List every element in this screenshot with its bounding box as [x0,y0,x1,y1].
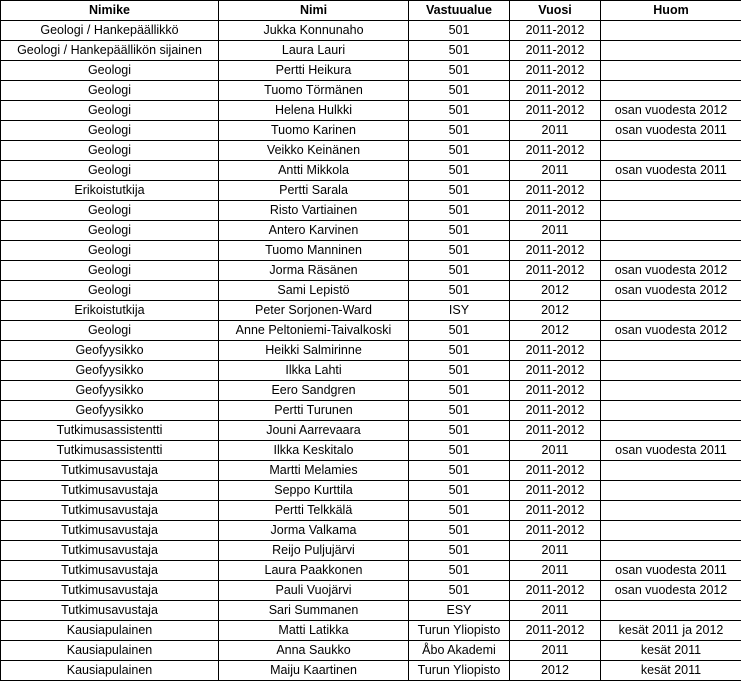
cell-vastuualue: Åbo Akademi [409,641,510,661]
cell-huom [601,301,741,321]
cell-vuosi: 2011-2012 [510,21,601,41]
cell-nimi: Seppo Kurttila [219,481,409,501]
cell-nimi: Antti Mikkola [219,161,409,181]
cell-vastuualue: 501 [409,441,510,461]
cell-nimi: Heikki Salmirinne [219,341,409,361]
table-row [1,661,741,681]
table-row [1,41,741,61]
column-header-vuosi: Vuosi [510,1,601,21]
table-row [1,181,741,201]
table-row [1,241,741,261]
cell-vastuualue: 501 [409,361,510,381]
cell-nimike: Geologi [1,141,219,161]
cell-nimi: Antero Karvinen [219,221,409,241]
cell-vastuualue: 501 [409,321,510,341]
cell-nimike: Kausiapulainen [1,661,219,681]
cell-vuosi: 2011 [510,121,601,141]
cell-huom [601,201,741,221]
cell-vuosi: 2011-2012 [510,341,601,361]
cell-huom [601,421,741,441]
cell-vastuualue: ISY [409,301,510,321]
cell-vuosi: 2011-2012 [510,41,601,61]
table-row [1,501,741,521]
table-body [1,21,741,681]
cell-huom [601,461,741,481]
header-row [1,1,741,21]
cell-nimi: Eero Sandgren [219,381,409,401]
cell-nimi: Pertti Telkkälä [219,501,409,521]
cell-vuosi: 2012 [510,301,601,321]
cell-vuosi: 2011 [510,221,601,241]
cell-vuosi: 2011-2012 [510,501,601,521]
cell-vastuualue: 501 [409,421,510,441]
cell-huom [601,541,741,561]
cell-huom [601,381,741,401]
cell-vuosi: 2011-2012 [510,421,601,441]
cell-huom [601,341,741,361]
cell-nimi: Tuomo Karinen [219,121,409,141]
cell-huom [601,481,741,501]
cell-nimike: Geologi [1,321,219,341]
cell-vuosi: 2011 [510,641,601,661]
cell-nimi: Ilkka Keskitalo [219,441,409,461]
cell-nimike: Geologi [1,261,219,281]
cell-vuosi: 2011-2012 [510,401,601,421]
cell-nimike: Geofyysikko [1,341,219,361]
table-row [1,321,741,341]
table-row [1,261,741,281]
table-row [1,81,741,101]
cell-vastuualue: ESY [409,601,510,621]
cell-nimike: Tutkimusavustaja [1,541,219,561]
table-row [1,141,741,161]
cell-nimike: Kausiapulainen [1,621,219,641]
cell-nimike: Geologi [1,221,219,241]
cell-nimi: Pauli Vuojärvi [219,581,409,601]
cell-vastuualue: 501 [409,401,510,421]
cell-vuosi: 2011-2012 [510,261,601,281]
cell-huom [601,401,741,421]
cell-nimi: Pertti Turunen [219,401,409,421]
cell-nimi: Laura Lauri [219,41,409,61]
table-row [1,581,741,601]
cell-nimike: Geofyysikko [1,381,219,401]
cell-nimi: Sari Summanen [219,601,409,621]
cell-vastuualue: 501 [409,481,510,501]
cell-huom [601,81,741,101]
cell-vuosi: 2012 [510,281,601,301]
cell-huom [601,41,741,61]
table-row [1,621,741,641]
cell-vuosi: 2011 [510,601,601,621]
cell-vuosi: 2011 [510,541,601,561]
cell-nimi: Maiju Kaartinen [219,661,409,681]
cell-vuosi: 2011 [510,161,601,181]
cell-huom: osan vuodesta 2012 [601,281,741,301]
cell-nimike: Geologi [1,201,219,221]
cell-vastuualue: 501 [409,81,510,101]
cell-nimike: Geologi [1,161,219,181]
cell-nimike: Geologi [1,81,219,101]
cell-nimike: Geologi [1,101,219,121]
table-row [1,381,741,401]
cell-huom: osan vuodesta 2012 [601,581,741,601]
table-row [1,541,741,561]
table-row [1,521,741,541]
table-row [1,641,741,661]
cell-nimike: Tutkimusavustaja [1,521,219,541]
cell-nimike: Tutkimusassistentti [1,441,219,461]
cell-huom [601,21,741,41]
column-header-nimike: Nimike [1,1,219,21]
cell-vuosi: 2011-2012 [510,141,601,161]
cell-nimi: Pertti Heikura [219,61,409,81]
cell-vastuualue: 501 [409,581,510,601]
cell-vastuualue: 501 [409,241,510,261]
cell-huom: kesät 2011 [601,641,741,661]
cell-nimi: Veikko Keinänen [219,141,409,161]
cell-nimike: Geofyysikko [1,361,219,381]
cell-vuosi: 2011-2012 [510,241,601,261]
cell-vuosi: 2011-2012 [510,181,601,201]
cell-vastuualue: Turun Yliopisto [409,621,510,641]
cell-vuosi: 2011-2012 [510,521,601,541]
cell-huom [601,521,741,541]
cell-vastuualue: 501 [409,501,510,521]
cell-nimi: Laura Paakkonen [219,561,409,581]
cell-nimike: Erikoistutkija [1,301,219,321]
cell-huom [601,181,741,201]
cell-nimi: Matti Latikka [219,621,409,641]
cell-vastuualue: 501 [409,521,510,541]
table-row [1,21,741,41]
cell-nimike: Tutkimusavustaja [1,461,219,481]
cell-huom [601,221,741,241]
table-row [1,161,741,181]
cell-nimike: Tutkimusavustaja [1,561,219,581]
table-row [1,121,741,141]
cell-nimike: Kausiapulainen [1,641,219,661]
cell-nimike: Tutkimusavustaja [1,501,219,521]
cell-vastuualue: 501 [409,161,510,181]
cell-vastuualue: 501 [409,21,510,41]
cell-vuosi: 2012 [510,661,601,681]
cell-nimike: Erikoistutkija [1,181,219,201]
cell-nimike: Geologi [1,121,219,141]
cell-nimi: Pertti Sarala [219,181,409,201]
cell-nimike: Geologi / Hankepäällikkö [1,21,219,41]
cell-huom [601,361,741,381]
cell-vuosi: 2011-2012 [510,481,601,501]
cell-huom: osan vuodesta 2012 [601,101,741,121]
cell-vuosi: 2011-2012 [510,101,601,121]
cell-huom: kesät 2011 ja 2012 [601,621,741,641]
table-row [1,341,741,361]
cell-nimi: Peter Sorjonen-Ward [219,301,409,321]
cell-nimi: Reijo Puljujärvi [219,541,409,561]
column-header-vastuualue: Vastuualue [409,1,510,21]
table-row [1,281,741,301]
cell-nimi: Tuomo Manninen [219,241,409,261]
cell-vastuualue: 501 [409,121,510,141]
table-row [1,221,741,241]
cell-nimi: Jorma Valkama [219,521,409,541]
cell-huom [601,141,741,161]
table-row [1,361,741,381]
cell-nimike: Geologi / Hankepäällikön sijainen [1,41,219,61]
cell-nimike: Geologi [1,281,219,301]
cell-nimi: Jukka Konnunaho [219,21,409,41]
cell-nimi: Jorma Räsänen [219,261,409,281]
table-row [1,401,741,421]
column-header-huom: Huom [601,1,741,21]
cell-vuosi: 2011-2012 [510,61,601,81]
table-row [1,101,741,121]
table-row [1,421,741,441]
cell-vastuualue: 501 [409,141,510,161]
cell-huom: osan vuodesta 2011 [601,121,741,141]
cell-huom: kesät 2011 [601,661,741,681]
cell-nimike: Tutkimusavustaja [1,481,219,501]
cell-vuosi: 2011-2012 [510,81,601,101]
cell-vastuualue: 501 [409,201,510,221]
cell-vastuualue: 501 [409,61,510,81]
cell-nimi: Anna Saukko [219,641,409,661]
cell-huom [601,601,741,621]
cell-vastuualue: 501 [409,281,510,301]
cell-vuosi: 2011-2012 [510,581,601,601]
cell-vastuualue: 501 [409,381,510,401]
cell-huom: osan vuodesta 2011 [601,561,741,581]
cell-vuosi: 2011-2012 [510,201,601,221]
cell-huom: osan vuodesta 2011 [601,441,741,461]
cell-nimike: Tutkimusavustaja [1,581,219,601]
cell-vuosi: 2011-2012 [510,381,601,401]
table-row [1,301,741,321]
cell-vuosi: 2011-2012 [510,461,601,481]
table-row [1,461,741,481]
cell-vastuualue: 501 [409,461,510,481]
cell-vuosi: 2012 [510,321,601,341]
table-row [1,61,741,81]
cell-nimike: Tutkimusavustaja [1,601,219,621]
cell-vastuualue: 501 [409,101,510,121]
cell-vuosi: 2011 [510,561,601,581]
cell-nimi: Martti Melamies [219,461,409,481]
table-row [1,561,741,581]
table-row [1,481,741,501]
cell-nimi: Anne Peltoniemi-Taivalkoski [219,321,409,341]
table-row [1,601,741,621]
cell-nimike: Geofyysikko [1,401,219,421]
cell-vastuualue: 501 [409,341,510,361]
cell-huom: osan vuodesta 2012 [601,321,741,341]
cell-nimi: Helena Hulkki [219,101,409,121]
cell-vuosi: 2011-2012 [510,361,601,381]
cell-vastuualue: 501 [409,561,510,581]
cell-huom: osan vuodesta 2011 [601,161,741,181]
cell-nimi: Tuomo Törmänen [219,81,409,101]
cell-nimi: Jouni Aarrevaara [219,421,409,441]
column-header-nimi: Nimi [219,1,409,21]
cell-nimike: Geologi [1,241,219,261]
table-row [1,441,741,461]
cell-nimi: Risto Vartiainen [219,201,409,221]
cell-huom [601,241,741,261]
cell-vastuualue: Turun Yliopisto [409,661,510,681]
cell-huom [601,501,741,521]
cell-vastuualue: 501 [409,541,510,561]
cell-vuosi: 2011-2012 [510,621,601,641]
cell-vastuualue: 501 [409,261,510,281]
cell-nimi: Sami Lepistö [219,281,409,301]
table-row [1,201,741,221]
cell-huom: osan vuodesta 2012 [601,261,741,281]
cell-vastuualue: 501 [409,41,510,61]
cell-nimike: Geologi [1,61,219,81]
cell-nimi: Ilkka Lahti [219,361,409,381]
cell-huom [601,61,741,81]
cell-nimike: Tutkimusassistentti [1,421,219,441]
cell-vastuualue: 501 [409,221,510,241]
cell-vuosi: 2011 [510,441,601,461]
cell-vastuualue: 501 [409,181,510,201]
